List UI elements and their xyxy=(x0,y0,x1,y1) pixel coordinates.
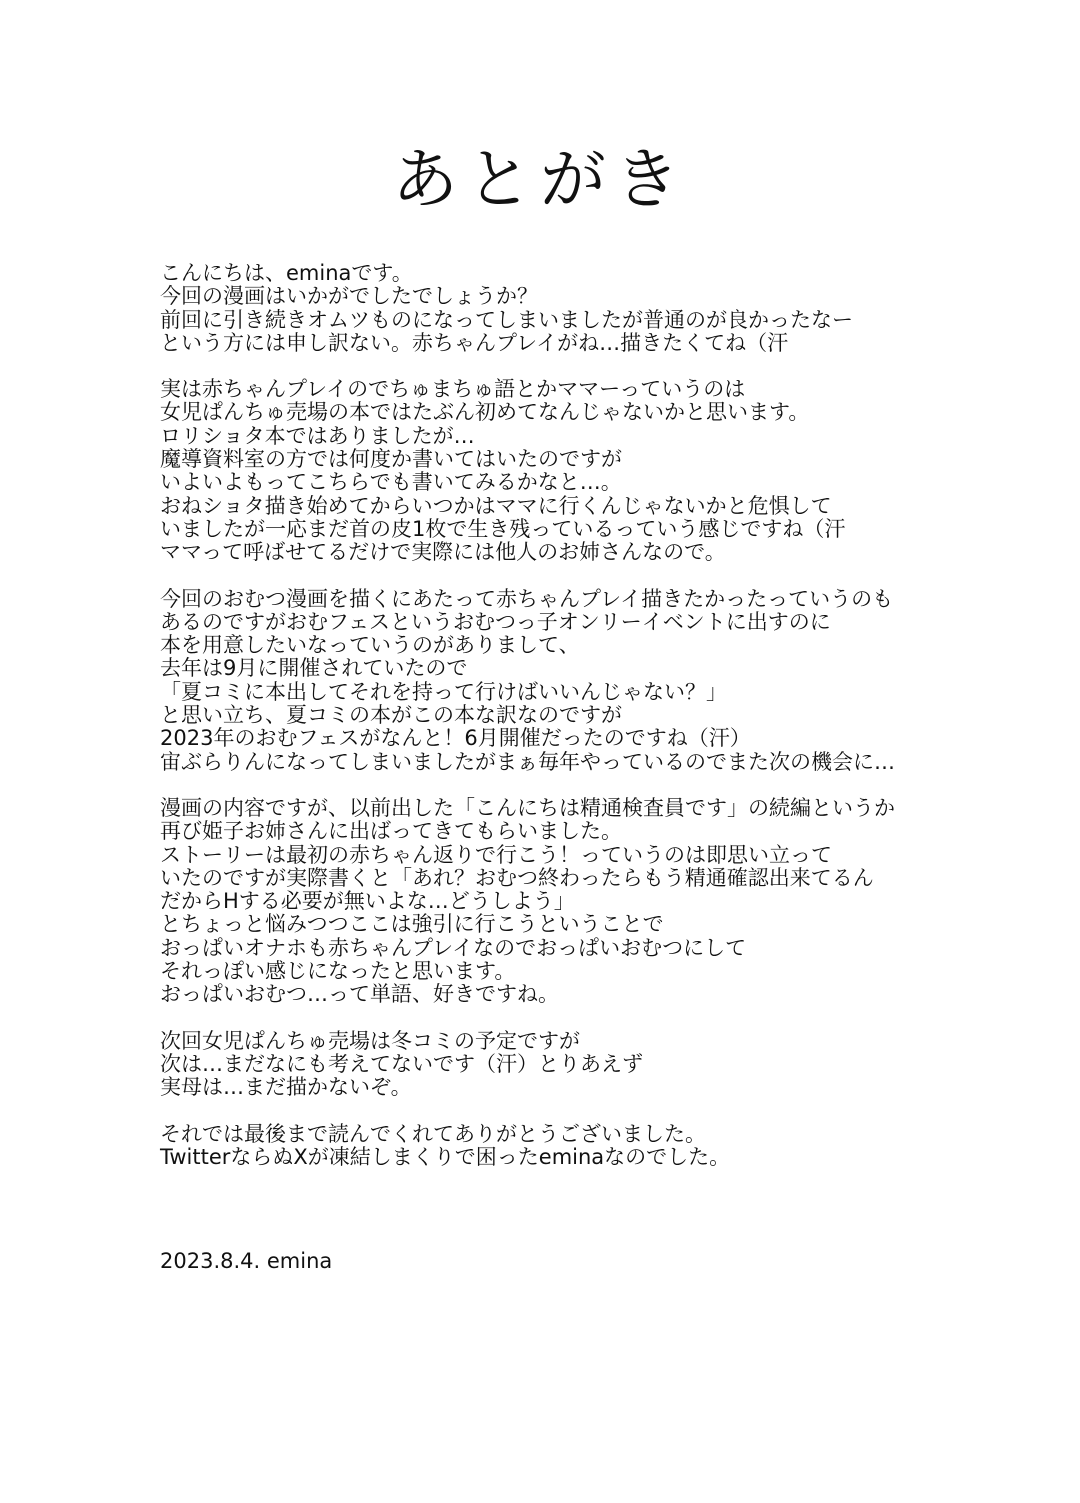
date-signature: 2023.8.4. emina xyxy=(160,1249,333,1273)
text-line: 宙ぶらりんになってしまいましたがまぁ毎年やっているのでまた次の機会に… xyxy=(160,749,895,774)
text-line: 去年は9月に開催されていたので xyxy=(160,656,468,681)
paragraph-event xyxy=(160,588,1060,774)
paragraph-next xyxy=(160,1030,1060,1100)
text-line: 次回女児ぱんちゅ売場は冬コミの予定ですが xyxy=(160,1028,580,1053)
page-title: あとがき xyxy=(392,141,688,218)
text-line: 再び姫子お姉さんに出ばってきてもらいました。 xyxy=(160,819,622,844)
text-line: いたのですが実際書くと「あれ？おむつ終わったらもう精通確認出来てるん xyxy=(160,865,874,890)
text-line: ママって呼ばせてるだけで実際には他人のお姉さんなので。 xyxy=(160,540,726,565)
text-line: あるのですがおむフェスというおむつっ子オンリーイベントに出すのに xyxy=(160,609,831,634)
text-line: 漫画の内容ですが、以前出した「こんにちは精通検査員です」の続編というか xyxy=(160,795,895,820)
text-line: TwitterならぬXが凍結しまくりで困ったeminaなのでした。 xyxy=(160,1144,731,1169)
text-line: いましたが一応まだ首の皮1枚で生き残っているっていう感じですね（汗 xyxy=(160,516,846,541)
text-line: 2023年のおむフェスがなんと！6月開催だったのですね（汗） xyxy=(160,726,751,751)
text-line: だからHする必要が無いよな…どうしよう」 xyxy=(160,889,575,914)
paragraph-greeting xyxy=(160,262,1060,355)
paragraph-closing xyxy=(160,1123,1060,1170)
text-line: それでは最後まで読んでくれてありがとうございました。 xyxy=(160,1121,706,1146)
paragraph-baby-play xyxy=(160,378,1060,564)
text-line: 今回のおむつ漫画を描くにあたって赤ちゃんプレイ描きたかったっていうのも xyxy=(160,586,894,611)
text-line: おっぱいオナホも赤ちゃんプレイなのでおっぱいおむつにして xyxy=(160,935,747,960)
text-line: こんにちは、eminaです。 xyxy=(160,261,413,285)
text-line: とちょっと悩みつつここは強引に行こうということで xyxy=(160,912,664,937)
text-line: 実母は…まだ描かないぞ。 xyxy=(160,1075,412,1100)
afterword-body xyxy=(160,262,1060,1192)
text-line: 「夏コミに本出してそれを持って行けばいいんじゃない？」 xyxy=(160,679,727,704)
text-line: ストーリーは最初の赤ちゃん返りで行こう！っていうのは即思い立って xyxy=(160,842,832,867)
text-line: と思い立ち、夏コミの本がこの本な訳なのですが xyxy=(160,703,622,728)
text-line: 本を用意したいなっていうのがありまして、 xyxy=(160,633,580,658)
paragraph-content xyxy=(160,797,1060,1007)
text-line: それっぽい感じになったと思います。 xyxy=(160,959,516,984)
text-line: ロリショタ本ではありましたが… xyxy=(160,423,475,448)
text-line: 今回の漫画はいかがでしたでしょうか？ xyxy=(160,284,538,309)
text-line: 前回に引き続きオムツものになってしまいましたが普通のが良かったなー xyxy=(160,307,853,332)
text-line: 次は…まだなにも考えてないです（汗）とりあえず xyxy=(160,1051,643,1076)
text-line: おねショタ描き始めてからいつかはママに行くんじゃないかと危惧して xyxy=(160,493,832,518)
text-line: 女児ぱんちゅ売場の本ではたぶん初めてなんじゃないかと思います。 xyxy=(160,400,810,425)
text-line: 魔導資料室の方では何度か書いてはいたのですが xyxy=(160,447,622,472)
text-line: 実は赤ちゃんプレイのでちゅまちゅ語とかママーっていうのは xyxy=(160,377,746,402)
text-line: いよいよもってこちらでも書いてみるかなと…。 xyxy=(160,470,622,495)
text-line: という方には申し訳ない。赤ちゃんプレイがね…描きたくてね（汗 xyxy=(160,330,789,355)
text-line: おっぱいおむつ…って単語、好きですね。 xyxy=(160,982,559,1007)
